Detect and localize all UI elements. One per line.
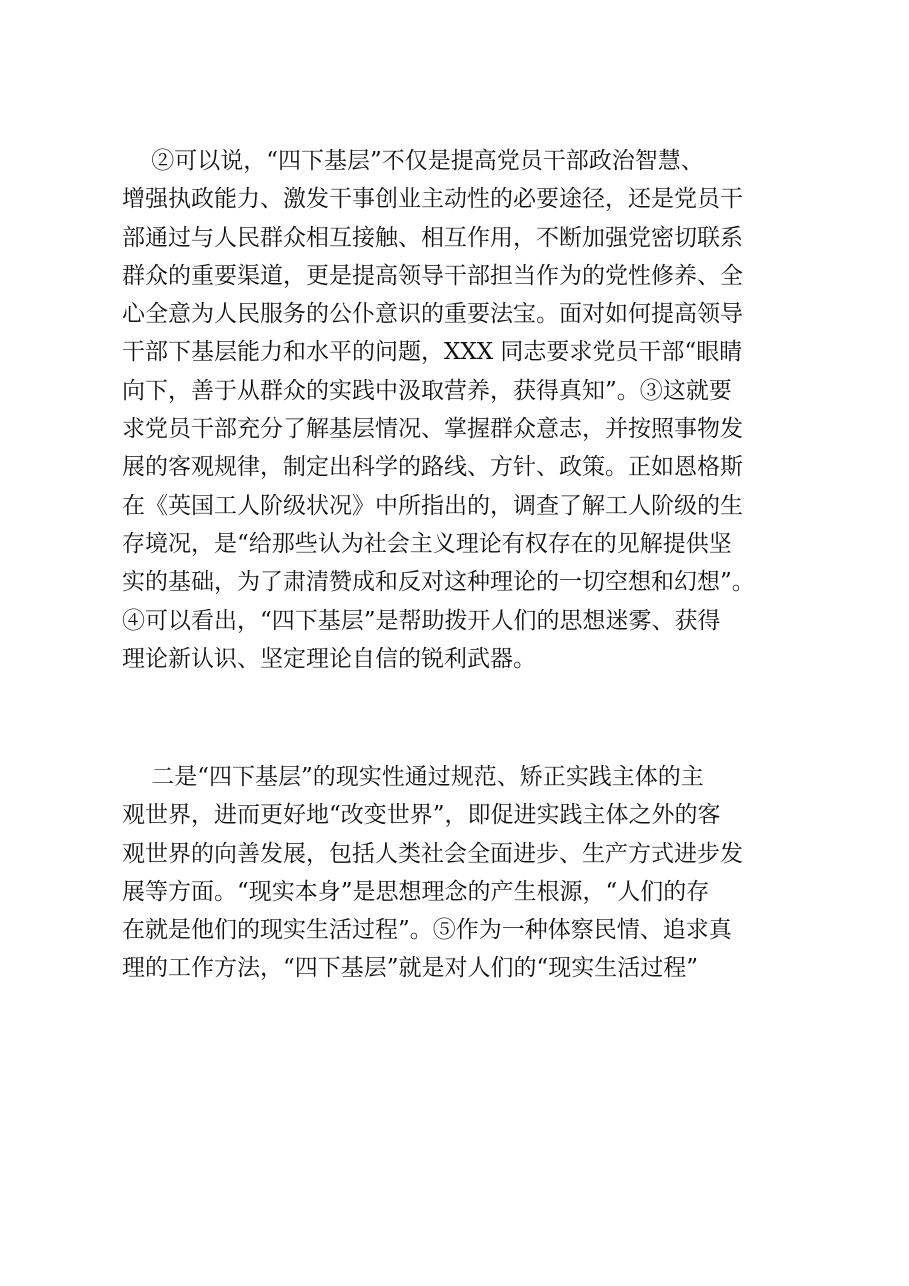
text-line: 在《英国工人阶级状况》中所指出的，调查了解工人阶级的生 xyxy=(122,492,743,519)
text-line: 理论新认识、坚定理论自信的锐利武器。 xyxy=(122,645,536,672)
text-line: 二是“四下基层”的现实性通过规范、矫正实践主体的主 xyxy=(122,764,704,790)
text-line: 干部下基层能力和水平的问题，XXX 同志要求党员干部“眼睛 xyxy=(122,339,743,366)
text-line: 增强执政能力、激发干事创业主动性的必要途径，还是党员干 xyxy=(122,186,743,213)
text-line: 在就是他们的现实生活过程”。⑤作为一种体察民情、追求真 xyxy=(122,917,732,944)
text-line: 展等方面。“现实本身”是思想理念的产生根源，“人们的存 xyxy=(122,878,710,905)
text-line: 理的工作方法，“四下基层”就是对人们的“现实生活过程” xyxy=(122,955,699,982)
text-line: 向下，善于从群众的实践中汲取营养，获得真知”。③这就要 xyxy=(122,377,732,404)
paragraph-2 xyxy=(122,758,812,988)
text-line: 部通过与人民群众相互接触、相互作用，不断加强党密切联系 xyxy=(122,224,743,251)
text-line: 展的客观规律，制定出科学的路线、方针、政策。正如恩格斯 xyxy=(122,454,743,481)
text-line: ④可以看出，“四下基层”是帮助拨开人们的思想迷雾、获得 xyxy=(122,607,721,634)
text-line: 存境况，是“给那些认为社会主义理论有权存在的见解提供坚 xyxy=(122,530,732,557)
text-line: 观世界，进而更好地“改变世界”，即促进实践主体之外的客 xyxy=(122,802,721,829)
text-line: 实的基础，为了肃清赞成和反对这种理论的一切空想和幻想”。 xyxy=(122,569,755,596)
text-line: ②可以说，“四下基层”不仅是提高党员干部政治智慧、 xyxy=(122,148,704,174)
text-line: 求党员干部充分了解基层情况、掌握群众意志，并按照事物发 xyxy=(122,416,743,443)
paragraph-1 xyxy=(122,142,812,678)
text-line: 心全意为人民服务的公仆意识的重要法宝。面对如何提高领导 xyxy=(122,301,743,328)
text-line: 观世界的向善发展，包括人类社会全面进步、生产方式进步发 xyxy=(122,840,743,867)
text-line: 群众的重要渠道，更是提高领导干部担当作为的党性修养、全 xyxy=(122,262,743,289)
